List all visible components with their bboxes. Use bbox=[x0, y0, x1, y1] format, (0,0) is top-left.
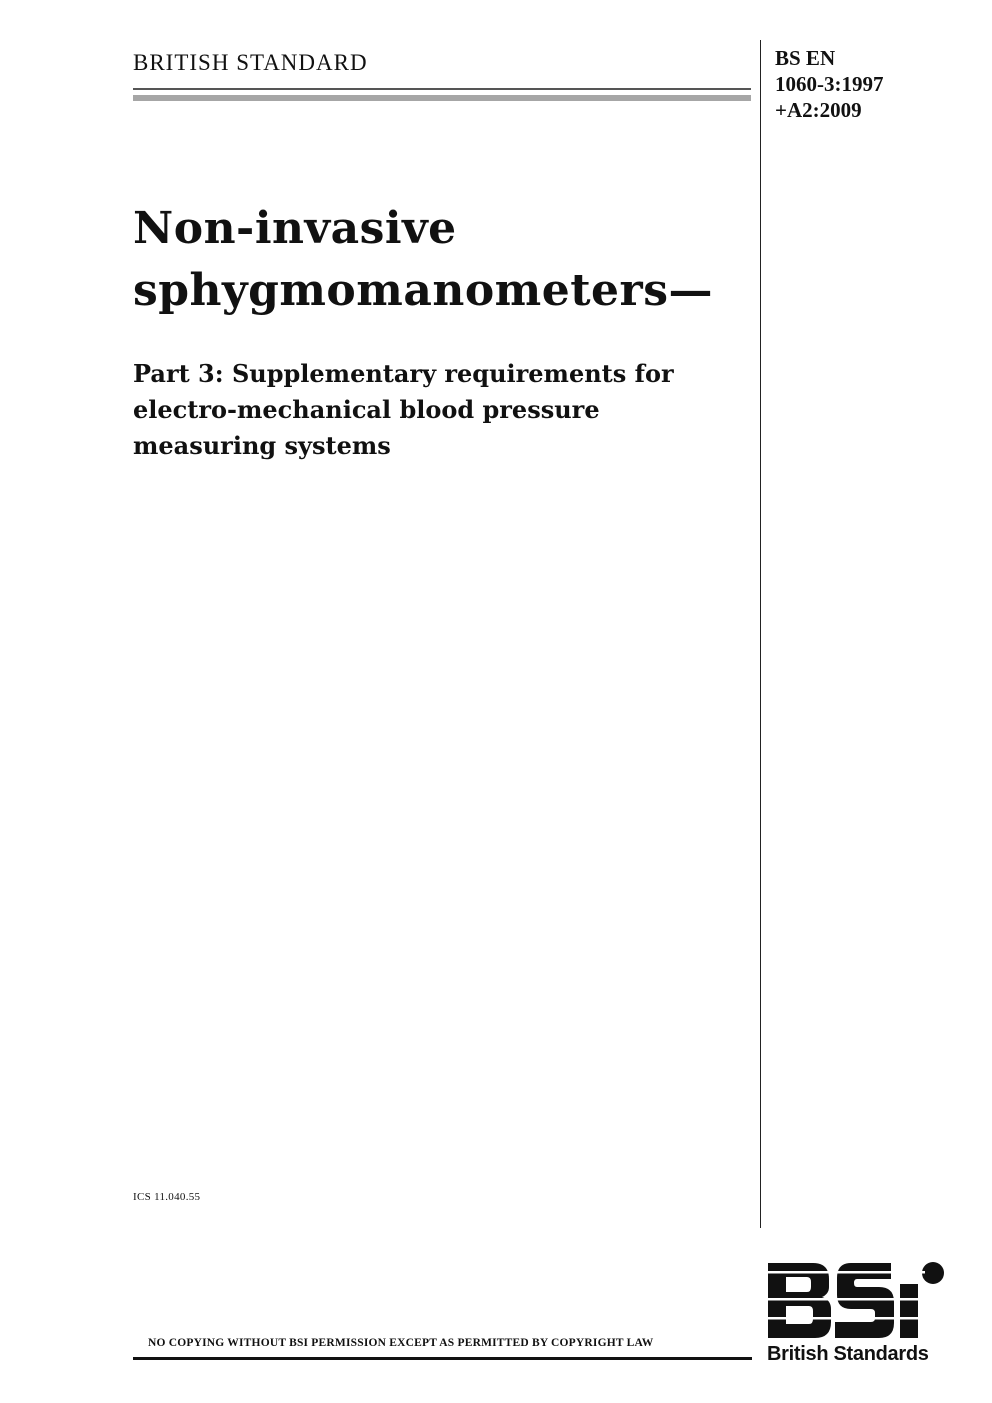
margin-divider bbox=[760, 40, 761, 1228]
title-line: sphygmomanometers— bbox=[133, 265, 713, 316]
header-rule-thin bbox=[133, 88, 751, 90]
standard-number-line: 1060-3:1997 bbox=[775, 72, 884, 96]
standard-number-line: BS EN bbox=[775, 46, 836, 70]
copyright-notice: NO COPYING WITHOUT BSI PERMISSION EXCEPT AS PERMITTED BY COPYRIGHT LAW bbox=[148, 1337, 654, 1349]
ics-code: ICS 11.040.55 bbox=[133, 1191, 201, 1203]
document-title bbox=[133, 198, 753, 322]
standard-number bbox=[775, 45, 884, 123]
subtitle-line: measuring systems bbox=[133, 431, 391, 460]
logo-caption: British Standards bbox=[767, 1343, 929, 1365]
document-subtitle bbox=[133, 356, 753, 464]
standard-number-line: +A2:2009 bbox=[775, 98, 862, 122]
footer-rule bbox=[133, 1357, 752, 1360]
title-line: Non-invasive bbox=[133, 203, 457, 254]
header-rule-thick bbox=[133, 95, 751, 101]
subtitle-line: Part 3: Supplementary requirements for bbox=[133, 359, 674, 388]
header-label: BRITISH STANDARD bbox=[133, 50, 368, 75]
subtitle-line: electro-mechanical blood pressure bbox=[133, 395, 600, 424]
